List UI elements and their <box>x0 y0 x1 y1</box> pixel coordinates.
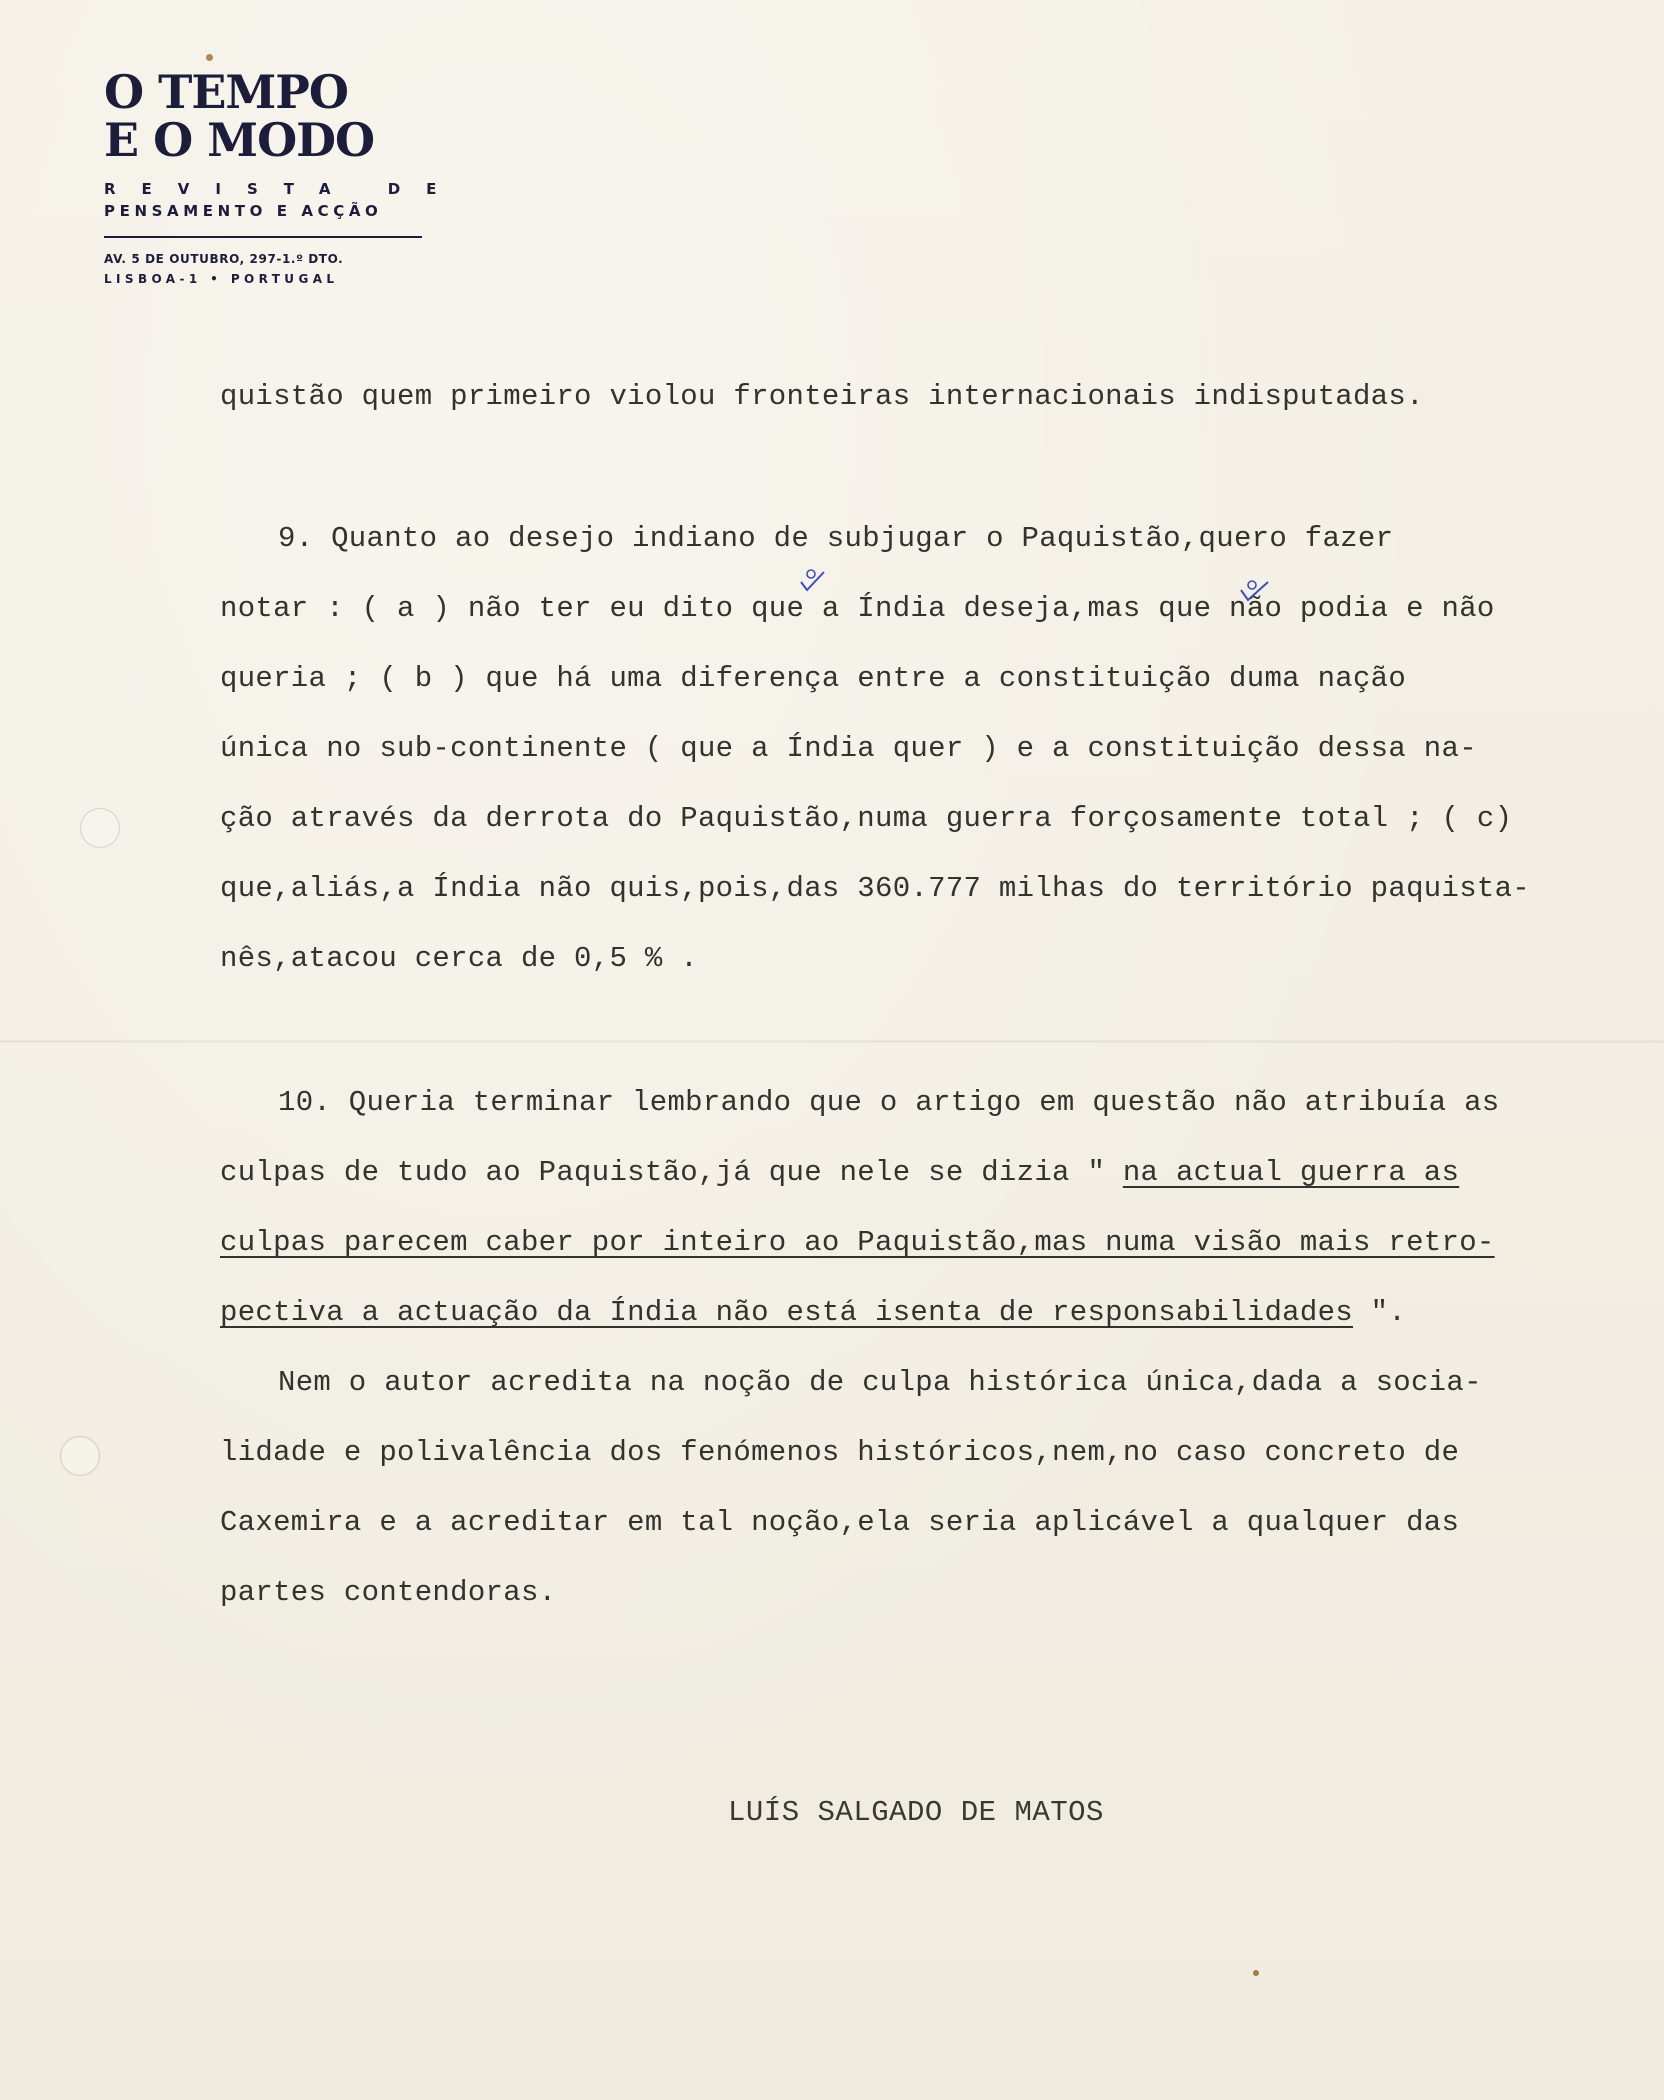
body-line-07: que,aliás,a Índia não quis,pois,das 360.777 milhas do território paquista- <box>220 872 1531 905</box>
punch-hole <box>60 1436 100 1476</box>
ink-speck <box>206 54 213 61</box>
body-line-01: quistão quem primeiro violou fronteiras internacionais indisputadas. <box>220 380 1424 413</box>
body-line-12-underlined: pectiva a actuação da Índia não está isenta de responsabilidades <box>220 1296 1353 1329</box>
letterhead <box>104 65 463 286</box>
letterhead-subtitle-line1: REVISTA DE <box>104 180 463 198</box>
body-line-12-plain: ". <box>1352 1296 1407 1329</box>
signature: LUÍS SALGADO DE MATOS <box>728 1796 1104 1829</box>
pen-correction-mark-icon <box>798 566 828 596</box>
body-line-12 <box>220 1296 1406 1330</box>
paper-fold <box>0 1040 1664 1043</box>
body-line-11: culpas parecem caber por inteiro ao Paquistão,mas numa visão mais retro- <box>220 1226 1495 1259</box>
letterhead-title-line2: E O MODO <box>104 113 375 167</box>
letterhead-subtitle-line2: PENSAMENTO E ACÇÃO <box>104 202 383 220</box>
letterhead-title-line1: O TEMPO <box>104 65 348 119</box>
body-line-09: 10. Queria terminar lembrando que o artigo em questão não atribuía as <box>278 1086 1500 1119</box>
pen-correction-mark-icon <box>1238 578 1272 608</box>
letterhead-rule <box>104 236 422 238</box>
body-line-13: Nem o autor acredita na noção de culpa histórica única,dada a socia- <box>278 1366 1482 1399</box>
body-line-15: Caxemira e a acreditar em tal noção,ela seria aplicável a qualquer das <box>220 1506 1460 1539</box>
letterhead-address-line2: LISBOA-1 • PORTUGAL <box>104 272 339 286</box>
body-line-14: lidade e polivalência dos fenómenos históricos,nem,no caso concreto de <box>220 1436 1460 1469</box>
body-line-03: notar : ( a ) não ter eu dito que a Índia deseja,mas que não podia e não <box>220 592 1495 625</box>
body-line-05: única no sub-continente ( que a Índia quer ) e a constituição dessa na- <box>220 732 1477 765</box>
ink-speck <box>1253 1970 1259 1976</box>
body-line-06: ção através da derrota do Paquistão,numa guerra forçosamente total ; ( c) <box>220 802 1513 835</box>
body-line-04: queria ; ( b ) que há uma diferença entre a constituição duma nação <box>220 662 1407 695</box>
body-line-08: nês,atacou cerca de 0,5 % . <box>220 942 698 975</box>
body-line-02: 9. Quanto ao desejo indiano de subjugar o Paquistão,quero fazer <box>278 522 1394 555</box>
body-line-10-plain: culpas de tudo ao Paquistão,já que nele se dizia " <box>220 1156 1123 1189</box>
body-line-16: partes contendoras. <box>220 1576 557 1609</box>
body-line-10 <box>220 1156 1459 1190</box>
body-line-10-underlined: na actual guerra as <box>1122 1156 1460 1189</box>
letterhead-address-line1: AV. 5 DE OUTUBRO, 297-1.º DTO. <box>104 252 344 266</box>
punch-hole <box>80 808 120 848</box>
